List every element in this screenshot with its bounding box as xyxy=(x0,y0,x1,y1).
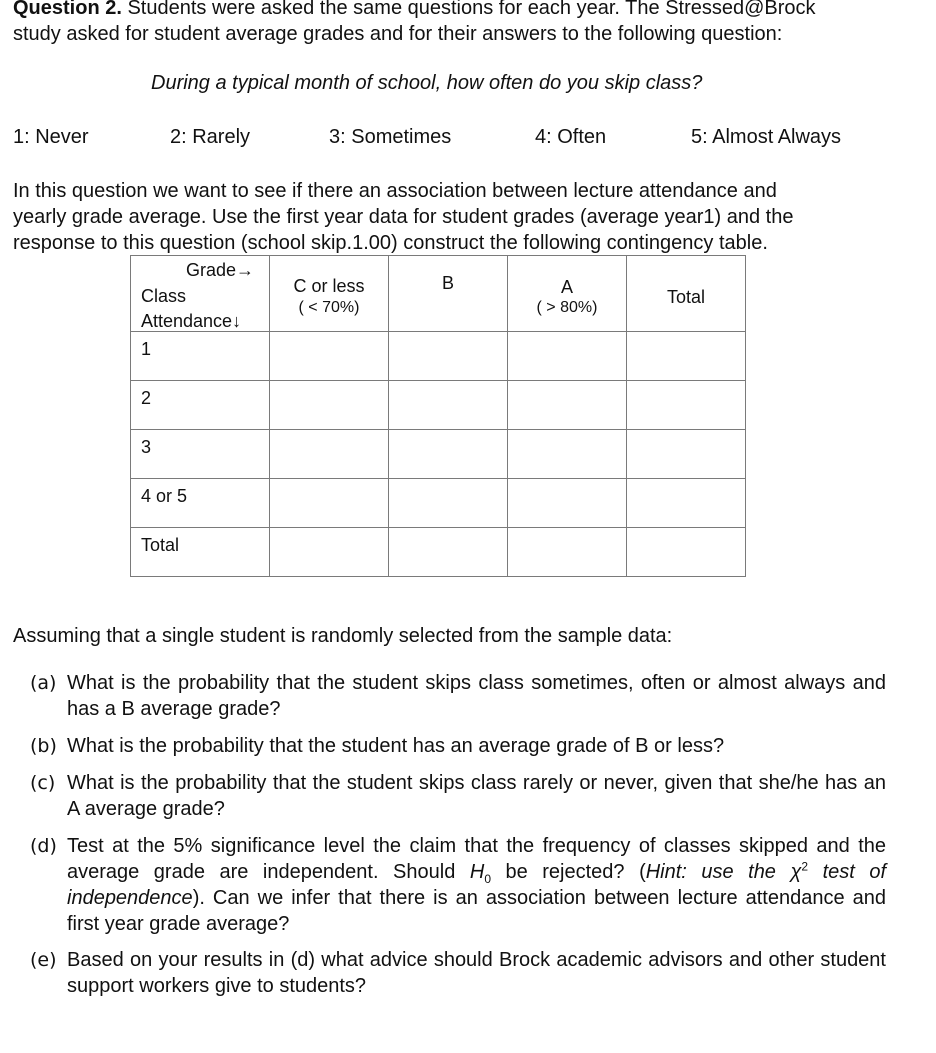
row-label: 4 or 5 xyxy=(141,486,188,506)
scale-often: 4: Often xyxy=(535,126,607,148)
question-e-letter: (e) xyxy=(30,949,57,971)
table-row xyxy=(131,528,746,577)
question-d-part3: ). Can we infer that there is an association between lecture attendance and first year grade average? xyxy=(67,887,886,935)
column-header-b xyxy=(389,256,508,332)
h-subscript: 0 xyxy=(484,872,491,886)
hint-text-1: Hint: use the xyxy=(645,861,791,883)
table-cell xyxy=(627,332,746,381)
table-cell xyxy=(508,479,627,528)
intro-line-1-text: Students were asked the same questions for each year. The Stressed@Brock xyxy=(121,0,816,19)
column-header-a xyxy=(508,256,627,332)
question-b-text: What is the probability that the student has an average grade of B or less? xyxy=(67,735,725,757)
table-cell xyxy=(508,381,627,430)
table-cell xyxy=(270,381,389,430)
question-b xyxy=(30,733,886,759)
right-arrow-icon: → xyxy=(236,260,255,280)
col-a-sub: ( > 80%) xyxy=(536,299,598,316)
chi-superscript: 2 xyxy=(801,859,809,874)
question-label: Question 2. xyxy=(13,0,122,19)
col-a-main: A xyxy=(560,277,573,297)
table-row xyxy=(131,430,746,479)
table-cell xyxy=(389,332,508,381)
table-cell xyxy=(508,528,627,577)
row-label: 2 xyxy=(141,388,152,408)
question-c-letter: (c) xyxy=(30,772,56,794)
table-cell xyxy=(389,430,508,479)
col-c-sub: ( < 70%) xyxy=(298,299,360,316)
table-cell xyxy=(389,381,508,430)
table-cell xyxy=(270,528,389,577)
question-d-letter: (d) xyxy=(30,835,57,857)
table-row xyxy=(131,479,746,528)
question-d-part1: Test at the 5% significance level the claim that the frequency of classes skipped and the average grade are independent. Should xyxy=(67,835,886,883)
contingency-table xyxy=(130,255,746,577)
corner-attendance-label xyxy=(141,311,241,332)
question-e-text: Based on your results in (d) what advice should Brock academic advisors and other student support workers give to students? xyxy=(67,949,886,997)
hint-text-2: test of independence xyxy=(67,861,887,909)
table-corner-cell xyxy=(131,256,270,332)
row-label: 1 xyxy=(141,339,152,359)
table-cell xyxy=(270,479,389,528)
question-d-part2: be rejected? ( xyxy=(491,861,646,883)
table-cell xyxy=(627,479,746,528)
question-e xyxy=(30,947,886,999)
intro-line-1 xyxy=(13,0,816,21)
col-b-main: B xyxy=(441,273,454,293)
question-a-text: What is the probability that the student skips class sometimes, often or almost always and has a B average grade? xyxy=(67,672,886,720)
corner-class-label: Class xyxy=(141,286,187,306)
table-cell xyxy=(389,528,508,577)
corner-grade-text: Grade xyxy=(186,260,237,280)
h-symbol: H xyxy=(469,861,485,883)
table-cell xyxy=(389,479,508,528)
instruction-line-1: In this question we want to see if there an association between lecture attendance and xyxy=(13,180,777,202)
assumption-text: Assuming that a single student is randomly selected from the sample data: xyxy=(13,625,673,647)
table-cell xyxy=(270,332,389,381)
table-row xyxy=(131,381,746,430)
question-b-letter: (b) xyxy=(30,735,57,757)
question-c-text: What is the probability that the student skips class rarely or never, given that she/he has an A average grade? xyxy=(67,772,886,820)
column-header-c-or-less xyxy=(270,256,389,332)
question-d xyxy=(30,833,886,937)
instruction-line-3: response to this question (school skip.1.00) construct the following contingency table. xyxy=(13,232,768,254)
col-total-main: Total xyxy=(666,287,706,307)
table-cell xyxy=(270,430,389,479)
question-a-letter: (a) xyxy=(30,672,57,694)
question-c xyxy=(30,770,886,822)
row-label-cell xyxy=(131,528,270,577)
down-arrow-icon: ↓ xyxy=(232,311,242,331)
row-label-cell xyxy=(131,479,270,528)
instruction-line-2: yearly grade average. Use the first year data for student grades (average year1) and the xyxy=(13,206,794,228)
scale-sometimes: 3: Sometimes xyxy=(329,126,452,148)
table-cell xyxy=(627,381,746,430)
row-label-cell xyxy=(131,332,270,381)
survey-question: During a typical month of school, how often do you skip class? xyxy=(151,72,703,94)
table-cell xyxy=(508,332,627,381)
question-d-text xyxy=(67,833,886,937)
row-label-cell xyxy=(131,381,270,430)
table-row xyxy=(131,332,746,381)
col-c-main: C or less xyxy=(293,276,365,296)
corner-attendance-text: Attendance xyxy=(141,311,233,331)
row-label: 3 xyxy=(141,437,152,457)
table-header-row xyxy=(131,256,746,332)
row-label-cell xyxy=(131,430,270,479)
scale-almost-always: 5: Almost Always xyxy=(691,126,842,148)
question-a xyxy=(30,670,886,722)
table-cell xyxy=(627,528,746,577)
intro-line-2: study asked for student average grades and for their answers to the following question: xyxy=(13,23,783,45)
row-label: Total xyxy=(141,535,180,555)
corner-grade-label xyxy=(186,260,254,281)
table-cell xyxy=(508,430,627,479)
table-cell xyxy=(627,430,746,479)
scale-rarely: 2: Rarely xyxy=(170,126,251,148)
column-header-total xyxy=(627,256,746,332)
scale-never: 1: Never xyxy=(13,126,89,148)
chi-symbol: χ xyxy=(790,861,802,883)
